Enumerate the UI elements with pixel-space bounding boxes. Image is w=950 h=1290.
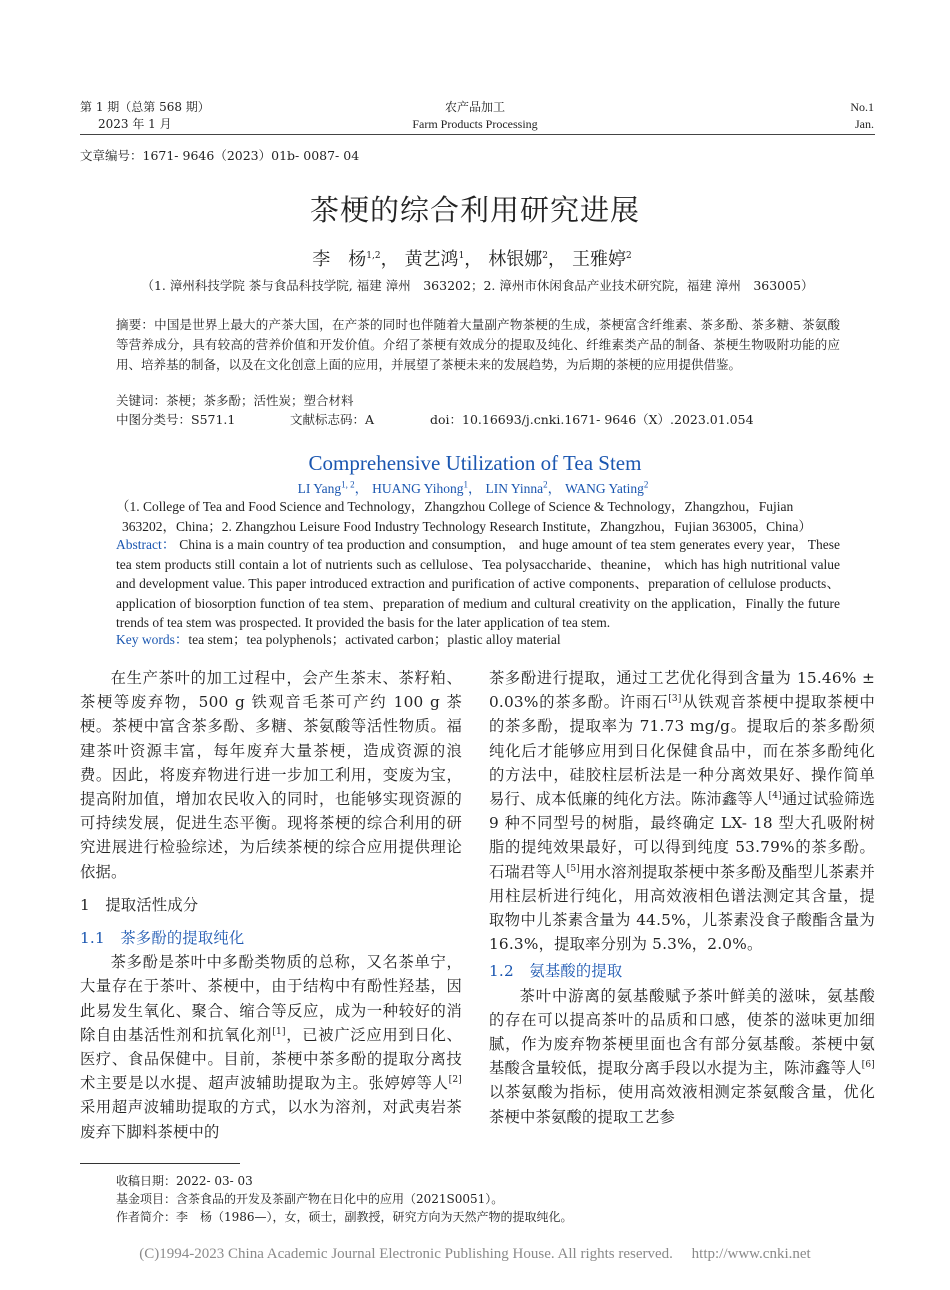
author-affiliation-sup: 2 bbox=[543, 479, 548, 490]
keywords-en bbox=[116, 630, 840, 650]
header-journal-en: Farm Products Processing bbox=[412, 117, 538, 131]
affiliation-en-line2: 363202，China；2. Zhangzhou Leisure Food Industry Technology Research Institute，Zhangzhou，Fujian 363005，China） bbox=[122, 518, 812, 534]
author-name: 黄艺鸿 bbox=[404, 249, 459, 270]
authors-cn bbox=[0, 245, 950, 271]
abstract-en bbox=[116, 535, 840, 633]
keywords-cn bbox=[116, 391, 354, 411]
author-affiliation-sup: 2 bbox=[643, 479, 649, 490]
keywords-en-label: Key words： bbox=[116, 632, 189, 647]
body-right-column bbox=[489, 666, 875, 1129]
header-rule bbox=[80, 134, 875, 135]
paragraph-amino-acids bbox=[489, 984, 875, 1129]
doi: doi：10.16693/j.cnki.1671- 9646（X）.2023.01.054 bbox=[430, 412, 754, 427]
header-month: Jan. bbox=[855, 117, 874, 131]
abstract-cn bbox=[116, 315, 840, 375]
section-heading-1: 1 提取活性成分 bbox=[80, 895, 199, 914]
affiliation-en-line1: （1. College of Tea and Food Science and Technology，Zhangzhou College of Science & Technology，Zhangzhou，Fujian bbox=[116, 499, 794, 514]
citation: [4] bbox=[768, 790, 782, 801]
section-heading-1-2: 1.2 氨基酸的提取 bbox=[489, 962, 623, 981]
author-affiliation-sup: 2 bbox=[542, 251, 549, 261]
affiliation-en bbox=[116, 497, 840, 536]
footnote-rule bbox=[80, 1163, 240, 1164]
author-separator: ， bbox=[468, 481, 482, 496]
author-affiliation-sup: 2 bbox=[626, 251, 632, 261]
header-issue: 第 1 期（总第 568 期） bbox=[80, 100, 210, 114]
paragraph-tea-polyphenols bbox=[80, 950, 462, 1144]
author-name: LIN Yinna bbox=[485, 481, 544, 496]
author-name: LI Yang bbox=[297, 481, 342, 496]
abstract-en-text: China is a main country of tea production and consumption， and huge amount of tea stem generates every year， These tea stem products still contain a lot of nutrients such as cellulose、Tea polysaccharide、theanine， which has high nutritional value and development value. This paper introduced extraction and purification of active components、preparation of cellulose products、application of biosorption function of tea stem、preparation of medium and cultural creativity on the application，Finally the future trends of tea stem was prospected. It provided the basis for the later application of tea stem. bbox=[116, 537, 840, 630]
paragraph-continued bbox=[489, 666, 875, 956]
author-name: HUANG Yihong bbox=[372, 481, 464, 496]
text-run: ，已被广泛应用到日化、医疗、食品保健中。目前，茶梗中茶多酚的提取分离技术主要是以水提、超声波辅助提取为主。张婷婷等人 bbox=[80, 1025, 463, 1093]
author-affiliation-sup: 1 bbox=[463, 479, 468, 490]
header-no: No.1 bbox=[850, 100, 874, 114]
keywords-cn-text: 茶梗；茶多酚；活性炭；塑合材料 bbox=[166, 393, 354, 408]
footnote-fund: 基金项目：含茶食品的开发及茶副产物在日化中的应用（2021S0051）。 bbox=[116, 1192, 504, 1206]
text-run: 茶叶中游离的氨基酸赋予茶叶鲜美的滋味，氨基酸的存在可以提高茶叶的品质和口感，使茶的滋味更加细腻，作为废弃物茶梗里面也含有部分氨基酸。茶梗中氨基酸含量较低，提取分离手段以水提为主，陈沛鑫等人 bbox=[489, 986, 875, 1078]
author-affiliation-sup: 1,2 bbox=[366, 251, 381, 261]
keywords-cn-label: 关键词： bbox=[116, 393, 167, 408]
author-name: 王雅婷 bbox=[572, 249, 627, 270]
body-left-column bbox=[80, 666, 462, 1144]
author-name: 林银娜 bbox=[488, 249, 543, 270]
text-run: 用水溶剂提取茶梗中茶多酚及酯型儿茶素并用柱层析进行纯化，用高效液相色谱法测定其含量，提取物中儿茶素含量为 44.5%，儿茶素没食子酸酯含量为 16.3%，提取率分别为 5.3%，2.0%。 bbox=[489, 862, 875, 954]
abstract-en-label: Abstract： bbox=[116, 537, 176, 552]
header-date: 2023 年 1 月 bbox=[98, 117, 172, 131]
author-separator: ， bbox=[354, 481, 369, 496]
author-separator: ， bbox=[380, 249, 399, 270]
author-separator: ， bbox=[464, 249, 483, 270]
author-affiliation-sup: 1 bbox=[458, 251, 465, 261]
citation: [2] bbox=[448, 1075, 462, 1086]
clc-number: 中图分类号：S571.1 bbox=[116, 412, 236, 427]
author-separator: ， bbox=[548, 249, 567, 270]
authors-en bbox=[0, 477, 950, 497]
author-name: WANG Yating bbox=[565, 481, 644, 496]
text-run: 采用超声波辅助提取的方式，以水为溶剂，对武夷岩茶废弃下脚料茶梗中的 bbox=[80, 1098, 462, 1141]
title-cn: 茶梗的综合利用研究进展 bbox=[309, 193, 640, 227]
section-heading-1-1: 1.1 茶多酚的提取纯化 bbox=[80, 929, 245, 948]
text-run: 通过试验筛选 9 种不同型号的树脂，最终确定 LX- 18 型大孔吸附树脂的提纯效果最好，可以得到纯度 53.79%的茶多酚。石瑞君等人 bbox=[489, 790, 876, 881]
document-code: 文献标志码：A bbox=[290, 412, 375, 427]
text-run: 从铁观音茶梗中提取茶梗中的茶多酚，提取率为 71.73 mg/g。提取后的茶多酚须纯化后才能够应用到日化保健食品中，而在茶多酚纯化的方法中，硅胶柱层析法是一种分离效果好、操作简单易行、成本低廉的纯化方法。陈沛鑫等人 bbox=[489, 693, 875, 809]
intro-paragraph: 在生产茶叶的加工过程中，会产生茶末、茶籽粕、茶梗等废弃物，500 g 铁观音毛茶可产约 100 g 茶梗。茶梗中富含茶多酚、多糖、茶氨酸等活性物质。福建茶叶资源丰富，每年废弃大量茶梗，造成资源的浪费。因此，将废弃物进行进一步加工利用，变废为宝，提高附加值，增加农民收入的同时，也能够实现资源的可持续发展，促进生态平衡。现将茶梗的综合利用的研究进展进行检验综述，为后续茶梗的综合应用提供理论依据。 bbox=[80, 669, 462, 881]
affiliation-cn: （1. 漳州科技学院 茶与食品科技学院, 福建 漳州 363202；2. 漳州市休闲食品产业技术研究院，福建 漳州 363005） bbox=[141, 278, 814, 293]
keywords-en-text: tea stem；tea polyphenols；activated carbon；plastic alloy material bbox=[188, 632, 561, 647]
citation: [1] bbox=[272, 1026, 286, 1037]
abstract-cn-label: 摘要： bbox=[116, 317, 155, 332]
title-en: Comprehensive Utilization of Tea Stem bbox=[308, 451, 642, 475]
citation: [3] bbox=[668, 694, 682, 705]
citation: [6] bbox=[861, 1060, 875, 1071]
text-run: 茶多酚是茶叶中多酚类物质的总称，又名茶单宁，大量存在于茶叶、茶梗中，由于结构中有酚性羟基，因此易发生氧化、聚合、缩合等反应，成为一种较好的消除自由基活性剂和抗氧化剂 bbox=[80, 953, 462, 1044]
abstract-cn-text: 中国是世界上最大的产茶大国，在产茶的同时也伴随着大量副产物茶梗的生成，茶梗富含纤维素、茶多酚、茶多糖、茶氨酸等营养成分，具有较高的营养价值和开发价值。介绍了茶梗有效成分的提取及纯化、纤维素类产品的制备、茶梗生物吸附功能的应用、培养基的制备，以及在文化创意上面的应用，并展望了茶梗未来的发展趋势，为后期的茶梗的应用提供借鉴。 bbox=[116, 317, 840, 372]
article-number: 文章编号：1671- 9646（2023）01b- 0087- 04 bbox=[80, 148, 360, 163]
footnote-received: 收稿日期：2022- 03- 03 bbox=[116, 1174, 253, 1188]
citation: [5] bbox=[566, 863, 580, 874]
footnote-author: 作者简介：李 杨（1986—），女，硕士，副教授，研究方向为天然产物的提取纯化。 bbox=[116, 1210, 573, 1224]
copyright-line: (C)1994-2023 China Academic Journal Electronic Publishing House. All rights reserved. http://www.cnki.net bbox=[139, 1246, 811, 1262]
author-name: 李 杨 bbox=[312, 249, 367, 270]
author-affiliation-sup: 1, 2 bbox=[341, 479, 355, 490]
text-run: 茶多酚进行提取，通过工艺优化得到含量为 15.46% ± 0.03%的茶多酚。许雨石 bbox=[489, 669, 875, 712]
text-run: 以茶氨酸为指标，使用高效液相测定茶氨酸含量，优化茶梗中茶氨酸的提取工艺参 bbox=[489, 1083, 875, 1126]
header-journal-cn: 农产品加工 bbox=[444, 100, 505, 114]
author-separator: ， bbox=[547, 481, 562, 496]
